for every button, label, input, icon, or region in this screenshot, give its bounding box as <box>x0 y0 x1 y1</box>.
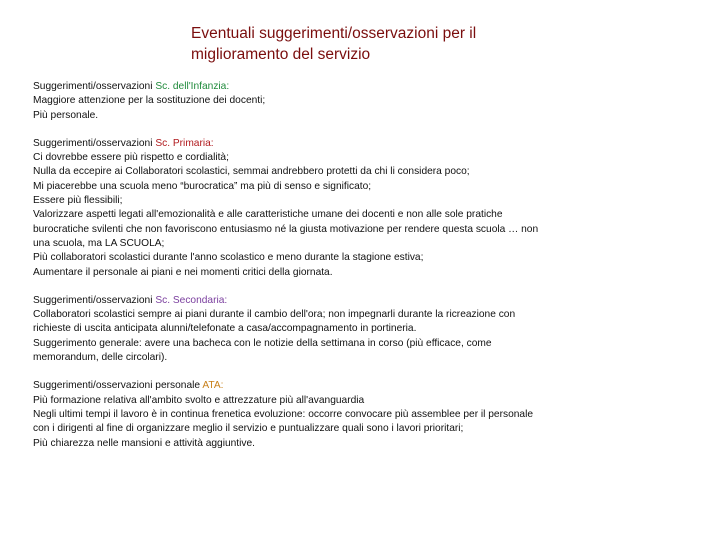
text-line: Più personale. <box>33 109 99 121</box>
text-line: Negli ultimi tempi il lavoro è in continua frenetica evoluzione: occorre convocare più assemblee per il personale <box>33 408 534 420</box>
section-heading <box>33 294 603 308</box>
text-line: Ci dovrebbe essere più rispetto e cordialità; <box>33 152 229 164</box>
section-heading-prefix: Suggerimenti/osservazioni <box>33 294 156 306</box>
section-heading-school: Sc. Primaria: <box>155 137 214 149</box>
text-line: Più formazione relativa all'ambito svolto e attrezzature più all'avanguardia <box>33 394 365 406</box>
section-heading-prefix: Suggerimenti/osservazioni <box>33 137 156 149</box>
text-line: Valorizzare aspetti legati all'emozionalità e alle caratteristiche umane dei docenti e non alle sole pratiche <box>33 209 503 221</box>
text-line: una scuola, ma LA SCUOLA; <box>33 237 165 249</box>
section-heading-prefix: Suggerimenti/osservazioni <box>33 81 156 92</box>
page-title-line-1: Eventuali suggerimenti/osservazioni per il <box>191 25 477 42</box>
text-line: richieste di uscita anticipata alunni/telefonate a casa/accompagnamento in portineria. <box>33 323 417 335</box>
text-line: Maggiore attenzione per la sostituzione dei docenti; <box>33 95 266 107</box>
text-line: burocratiche svilenti che non favoriscono entusiasmo né la giusta motivazione per rendere questa scuola … non <box>33 223 539 235</box>
section-heading-staff: ATA: <box>202 380 224 392</box>
section-heading <box>33 379 603 393</box>
page-title-line-2: miglioramento del servizio <box>191 46 371 63</box>
section-heading <box>33 137 603 151</box>
section-secondaria <box>33 294 603 365</box>
section-heading-prefix: Suggerimenti/osservazioni personale <box>33 380 203 392</box>
feedback-content <box>33 80 603 465</box>
text-line: Mi piacerebbe una scuola meno “burocratica” ma più di senso e significato; <box>33 180 372 192</box>
text-line: Nulla da eccepire ai Collaboratori scolastici, semmai andrebbero protetti da chi li considera poco; <box>33 166 470 178</box>
section-heading <box>33 80 603 94</box>
text-line: Più collaboratori scolastici durante l'anno scolastico e meno durante la stagione estiva; <box>33 252 424 264</box>
text-line: memorandum, delle circolari). <box>33 352 168 364</box>
section-heading-school: Sc. dell'Infanzia: <box>155 81 230 92</box>
text-line: Suggerimento generale: avere una bacheca con le notizie della settimana in corso (più efficace, come <box>33 337 492 349</box>
section-heading-school: Sc. Secondaria: <box>155 294 228 306</box>
text-line: Essere più flessibili; <box>33 195 123 207</box>
section-ata <box>33 379 603 450</box>
text-line: Aumentare il personale ai piani e nei momenti critici della giornata. <box>33 266 333 278</box>
section-primaria <box>33 137 603 280</box>
text-line: Collaboratori scolastici sempre ai piani durante il cambio dell'ora; non impegnarli durante la ricreazione con <box>33 309 516 321</box>
section-infanzia <box>33 80 603 123</box>
page-title <box>191 23 571 65</box>
text-line: con i dirigenti al fine di organizzare meglio il servizio e puntualizzare quali sono i lavori prioritari; <box>33 423 464 435</box>
text-line: Più chiarezza nelle mansioni e attività aggiuntive. <box>33 437 255 449</box>
